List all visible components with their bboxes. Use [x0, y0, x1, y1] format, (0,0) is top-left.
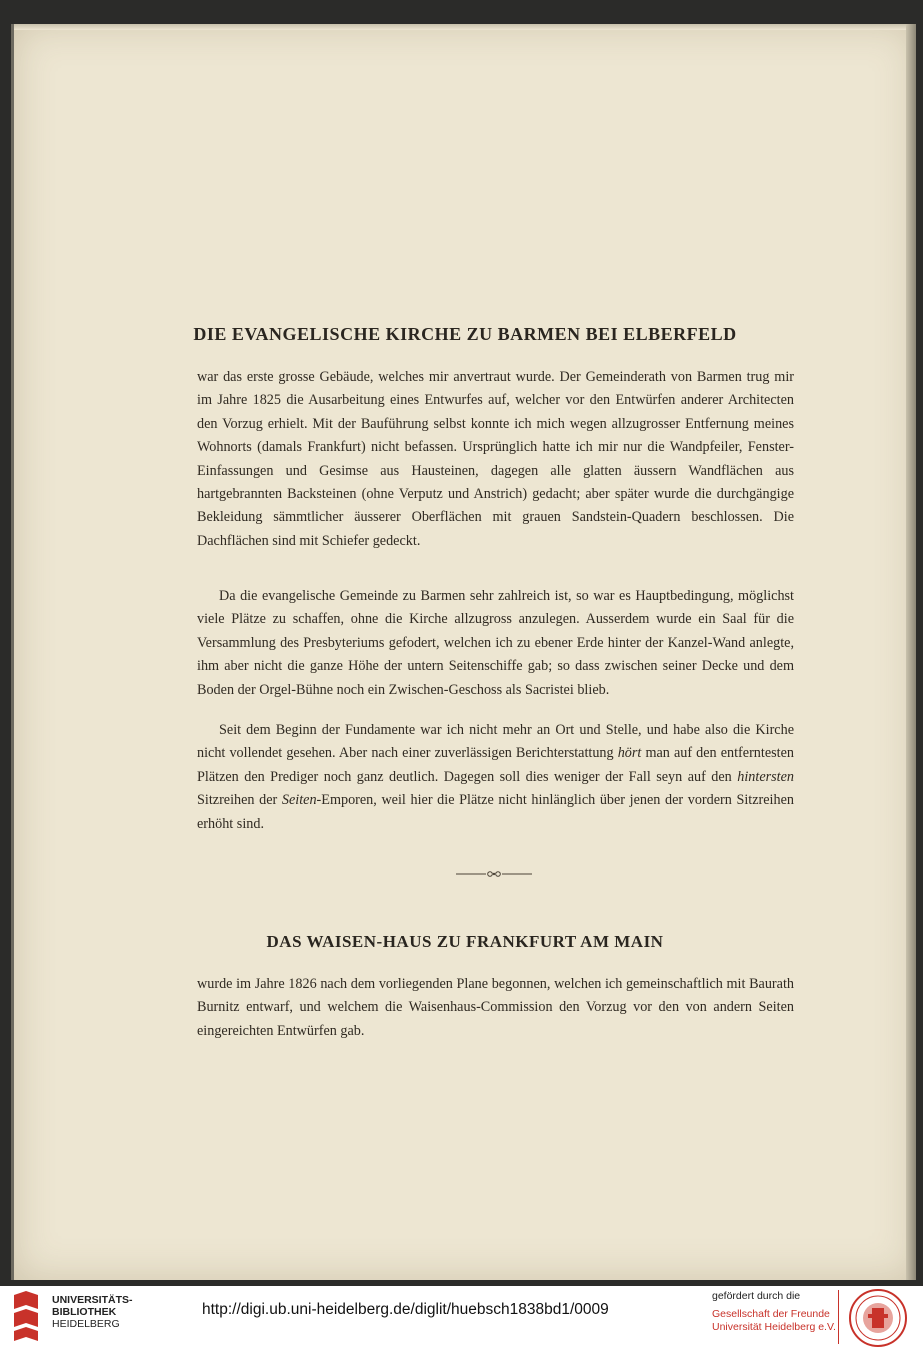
divider-ornament-icon: [456, 870, 532, 878]
library-line-1: UNIVERSITÄTS-: [52, 1294, 133, 1306]
university-library-name: [52, 1294, 133, 1330]
library-line-3: HEIDELBERG: [52, 1318, 120, 1330]
sponsor-lead: gefördert durch die: [712, 1290, 801, 1302]
section-title-waisenhaus: DAS WAISEN-HAUS ZU FRANKFURT AM MAIN: [266, 932, 664, 951]
p3-emphasis-hoert: hört: [617, 745, 642, 762]
paragraph-4: wurde im Jahre 1826 nach dem vorliegenden Plane begonnen, welchen ich gemeinschaftlich mit Baurath Burnitz entwarf, und welchem die Waisenhaus-Commission den Vorzug vor den von andern Seiten eingereichten Entwürfen gab.: [197, 976, 794, 1039]
p3-text-d: -Emporen, weil hier die Plätze nicht hinlänglich über jenen der vordern Sitzreihen erhöht sind.: [197, 792, 794, 832]
p3-emphasis-seiten: Seiten: [281, 792, 317, 809]
p3-text-a: Seit dem Beginn der Fundamente war ich nicht mehr an Ort und Stelle, und habe also die Kirche nicht vollendet gesehen. Aber nach einer zuverlässigen Berichterstattung: [197, 722, 794, 762]
sponsor-line-2: Universität Heidelberg e.V.: [712, 1321, 836, 1333]
paragraph-1: war das erste grosse Gebäude, welches mir anvertraut wurde. Der Gemeinderath von Barmen trug mir im Jahre 1825 die Ausarbeitung eines Entwurfes auf, welcher vor den Entwürfen anderer Architecten den Vorzug erhielt. Mit der Bauführung selbst konnte ich mich wegen allzugrosser Entfernung meines Wohnorts (damals Frankfurt) nicht befassen. Ursprünglich hatte ich mir nur die Wandpfeiler, Fenster-Einfassungen und Gesimse aus Hausteinen, dagegen alle glatten äussern Wandflächen aus hartgebrannten Backsteinen (ohne Verputz und Anstrich) gedacht; aber später wurde die durchgängige Bekleidung sämmtlicher äusserer Oberflächen mit grauen Sandstein-Quadern beschlossen. Die Dachflächen sind mit Schiefer gedeckt.: [197, 369, 794, 549]
paragraph-2: Da die evangelische Gemeinde zu Barmen sehr zahlreich ist, so war es Hauptbedingung, möglichst viele Plätze zu schaffen, ohne die Kirche allzugross anzulegen. Ausserdem wurde ein Saal für die Versammlung des Presbyteriums gefodert, welchen ich zu ebener Erde hinter der Kanzel-Wand anlegte, ihm aber nicht die ganze Höhe der untern Seitenschiffe gab; so dass zwischen seiner Decke und dem Boden der Orgel-Bühne noch ein Zwischen-Geschoss als Sacristei blieb.: [197, 588, 794, 698]
library-line-2: BIBLIOTHEK: [52, 1306, 117, 1318]
university-library-logo-icon: [10, 1289, 42, 1343]
paragraph-3: [197, 719, 794, 836]
p3-emphasis-hintersten: hintersten: [737, 768, 794, 785]
page-right-edge: [906, 24, 916, 1280]
p3-text-c: Sitzreihen der: [197, 792, 282, 809]
p3-text-b: man auf den entferntesten Plätzen den Prediger noch ganz deutlich. Dagegen soll dies weniger der Fall seyn auf den: [197, 745, 794, 785]
university-seal-icon: [848, 1288, 908, 1348]
footer-divider: [838, 1290, 839, 1344]
sponsor-line-1: Gesellschaft der Freunde: [712, 1308, 830, 1320]
page-top-edge: [14, 24, 916, 30]
sponsor-block: [712, 1290, 836, 1334]
permalink-url[interactable]: http://digi.ub.uni-heidelberg.de/diglit/huebsch1838bd1/0009: [202, 1301, 609, 1318]
book-page: [11, 24, 916, 1280]
section-title-barmen: DIE EVANGELISCHE KIRCHE ZU BARMEN BEI ELBERFELD: [193, 324, 737, 344]
footer-bar: [0, 1286, 923, 1349]
